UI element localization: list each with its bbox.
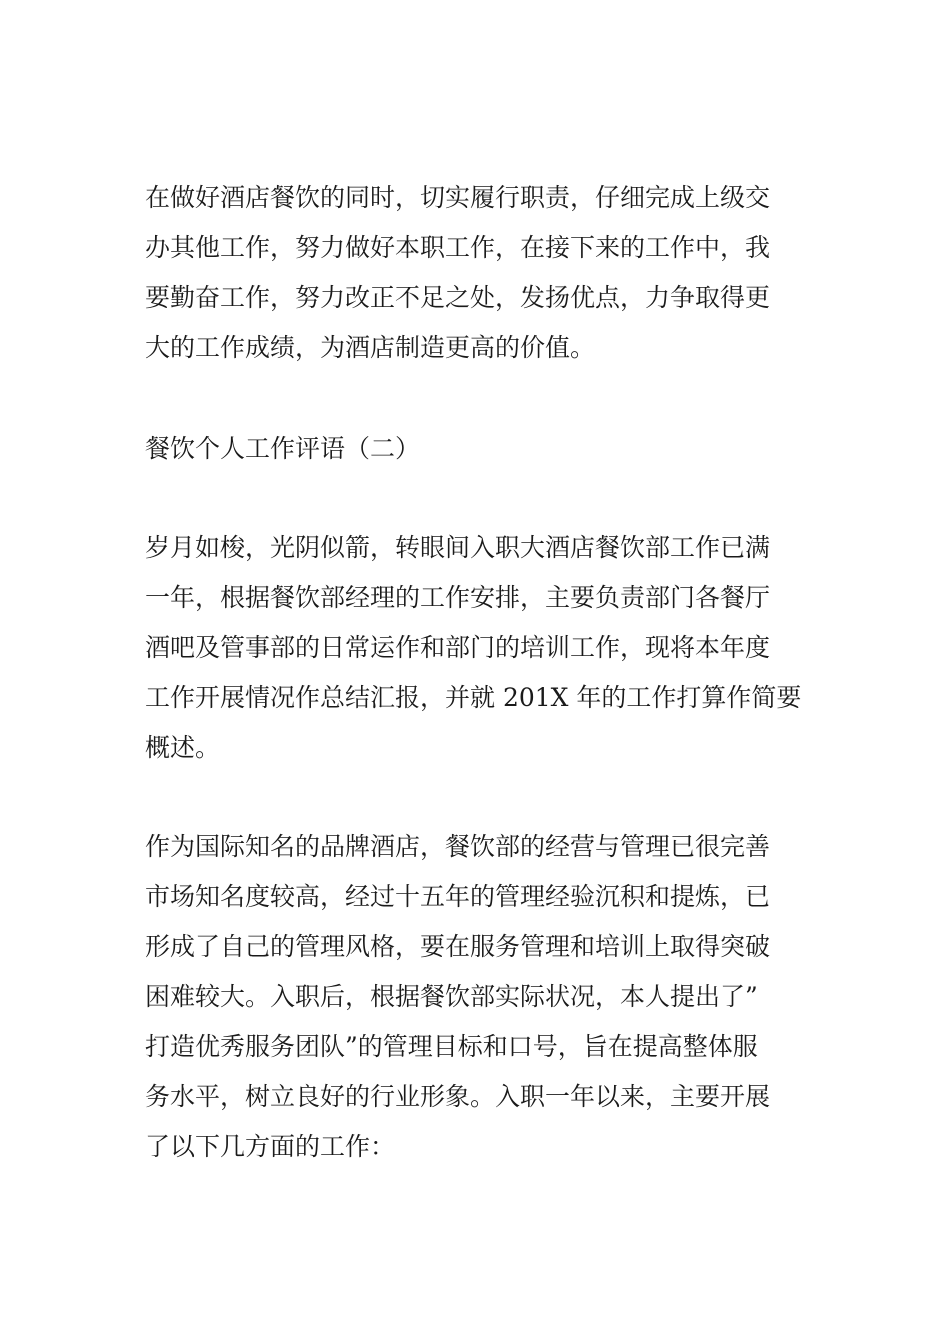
- paragraph-line: 工作开展情况作总结汇报，并就 201X 年的工作打算作简要: [145, 683, 802, 712]
- paragraph-line: 要勤奋工作，努力改正不足之处，发扬优点，力争取得更: [145, 283, 771, 312]
- paragraph-line: 大的工作成绩，为酒店制造更高的价值。: [145, 333, 596, 362]
- paragraph-line: 在做好酒店餐饮的同时，切实履行职责，仔细完成上级交: [145, 183, 771, 212]
- paragraph-line: 务水平，树立良好的行业形象。入职一年以来，主要开展: [145, 1082, 771, 1111]
- paragraph-line: 形成了自己的管理风格，要在服务管理和培训上取得突破: [145, 932, 771, 961]
- paragraph-line: 打造优秀服务团队”的管理目标和口号，旨在提高整体服: [145, 1032, 758, 1061]
- paragraph-line: 了以下几方面的工作：: [145, 1132, 396, 1161]
- paragraph-line: 一年，根据餐饮部经理的工作安排，主要负责部门各餐厅: [145, 583, 771, 612]
- paragraph-line: 概述。: [145, 733, 221, 762]
- paragraph-line: 岁月如梭，光阴似箭，转眼间入职大酒店餐饮部工作已满: [145, 533, 771, 562]
- section-heading: 餐饮个人工作评语（二）: [145, 434, 421, 463]
- paragraph-line: 作为国际知名的品牌酒店，餐饮部的经营与管理已很完善: [145, 832, 771, 861]
- paragraph-line: 办其他工作，努力做好本职工作，在接下来的工作中，我: [145, 233, 771, 262]
- paragraph-line: 困难较大。入职后，根据餐饮部实际状况，本人提出了”: [145, 982, 758, 1011]
- paragraph-line: 酒吧及管事部的日常运作和部门的培训工作，现将本年度: [145, 633, 771, 662]
- paragraph-line: 市场知名度较高，经过十五年的管理经验沉积和提炼，已: [145, 882, 771, 911]
